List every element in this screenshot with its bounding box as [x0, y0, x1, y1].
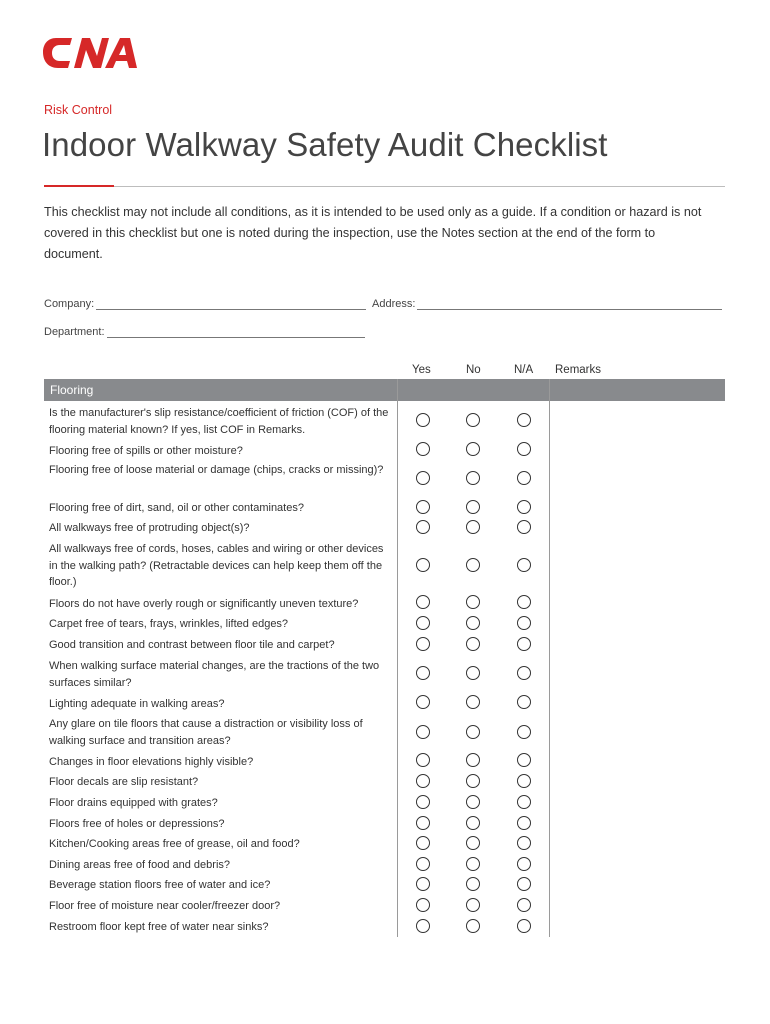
checklist-question: Floor decals are slip resistant?	[49, 776, 199, 788]
no-radio[interactable]	[466, 695, 480, 709]
department-label: Department:	[44, 326, 105, 338]
no-radio[interactable]	[466, 753, 480, 767]
yes-radio[interactable]	[416, 666, 430, 680]
na-radio[interactable]	[517, 919, 531, 933]
checklist-question: Kitchen/Cooking areas free of grease, oil and food?	[49, 838, 300, 850]
section-header-flooring	[44, 379, 725, 401]
yes-radio[interactable]	[416, 898, 430, 912]
checklist-question: Any glare on tile floors that cause a distraction or visibility loss of walking surface and transition areas?	[49, 718, 363, 747]
column-header-na: N/A	[514, 364, 534, 376]
company-field	[44, 298, 366, 310]
column-header-no: No	[466, 364, 481, 376]
department-input-line[interactable]	[107, 327, 365, 338]
na-radio[interactable]	[517, 442, 531, 456]
no-radio[interactable]	[466, 666, 480, 680]
yes-radio[interactable]	[416, 442, 430, 456]
no-radio[interactable]	[466, 919, 480, 933]
checklist-question: Restroom floor kept free of water near sinks?	[49, 921, 269, 933]
no-radio[interactable]	[466, 558, 480, 572]
yes-radio[interactable]	[416, 558, 430, 572]
no-radio[interactable]	[466, 595, 480, 609]
address-field	[372, 298, 722, 310]
no-radio[interactable]	[466, 616, 480, 630]
company-input-line[interactable]	[96, 299, 366, 310]
page-title: Indoor Walkway Safety Audit Checklist	[42, 126, 608, 163]
checklist-question: Flooring free of spills or other moisture?	[49, 445, 243, 457]
no-radio[interactable]	[466, 637, 480, 651]
checklist-question: Lighting adequate in walking areas?	[49, 698, 225, 710]
na-radio[interactable]	[517, 695, 531, 709]
checklist-question: Flooring free of dirt, sand, oil or other contaminates?	[49, 502, 304, 514]
checklist-question: Is the manufacturer's slip resistance/coefficient of friction (COF) of the flooring material known? If yes, list COF in Remarks.	[49, 407, 389, 436]
cna-logo-mark	[42, 36, 138, 70]
checklist-question: Beverage station floors free of water and ice?	[49, 879, 271, 891]
address-label: Address:	[372, 298, 416, 310]
title-divider	[44, 186, 725, 187]
na-radio[interactable]	[517, 898, 531, 912]
intro-text: This checklist may not include all conditions, as it is intended to be used only as a guide. If a condition or hazard is not covered in this checklist but one is noted during the inspection, use the Notes section at the end of the form to document.	[44, 205, 702, 261]
column-header-remarks: Remarks	[555, 364, 602, 376]
no-radio[interactable]	[466, 520, 480, 534]
na-radio[interactable]	[517, 725, 531, 739]
remarks-column-divider	[549, 379, 550, 937]
checklist-question: Carpet free of tears, frays, wrinkles, lifted edges?	[49, 618, 289, 630]
checklist-question: Floor drains equipped with grates?	[49, 797, 218, 809]
department-field	[44, 326, 365, 338]
na-radio[interactable]	[517, 816, 531, 830]
checklist-question: Floor free of moisture near cooler/freezer door?	[49, 900, 281, 912]
na-radio[interactable]	[517, 857, 531, 871]
checklist-question: Floors do not have overly rough or significantly uneven texture?	[49, 598, 359, 610]
checklist-question: All walkways free of cords, hoses, cables and wiring or other devices in the walking path? (Retractable devices can help keep them off the floor.)	[49, 543, 384, 588]
checklist-question: Floors free of holes or depressions?	[49, 818, 225, 830]
yes-radio[interactable]	[416, 774, 430, 788]
na-radio[interactable]	[517, 753, 531, 767]
checklist-question: All walkways free of protruding object(s)?	[49, 522, 250, 534]
no-radio[interactable]	[466, 836, 480, 850]
na-radio[interactable]	[517, 836, 531, 850]
checklist-question: Changes in floor elevations highly visible?	[49, 756, 254, 768]
na-radio[interactable]	[517, 877, 531, 891]
no-radio[interactable]	[466, 725, 480, 739]
no-radio[interactable]	[466, 413, 480, 427]
na-radio[interactable]	[517, 520, 531, 534]
no-radio[interactable]	[466, 816, 480, 830]
na-radio[interactable]	[517, 774, 531, 788]
yes-radio[interactable]	[416, 637, 430, 651]
na-radio[interactable]	[517, 616, 531, 630]
no-radio[interactable]	[466, 774, 480, 788]
company-label: Company:	[44, 298, 95, 310]
yes-radio[interactable]	[416, 753, 430, 767]
column-header-yes: Yes	[412, 364, 431, 376]
na-radio[interactable]	[517, 666, 531, 680]
kicker-risk-control: Risk Control	[44, 103, 113, 117]
yes-radio[interactable]	[416, 500, 430, 514]
yes-radio[interactable]	[416, 595, 430, 609]
yes-radio[interactable]	[416, 836, 430, 850]
yes-radio[interactable]	[416, 413, 430, 427]
no-radio[interactable]	[466, 442, 480, 456]
yes-radio[interactable]	[416, 725, 430, 739]
no-radio[interactable]	[466, 857, 480, 871]
no-radio[interactable]	[466, 898, 480, 912]
na-radio[interactable]	[517, 558, 531, 572]
address-input-line[interactable]	[417, 299, 722, 310]
cna-logo	[42, 36, 138, 70]
yes-radio[interactable]	[416, 877, 430, 891]
yes-radio[interactable]	[416, 919, 430, 933]
question-column-divider	[397, 379, 398, 937]
yes-radio[interactable]	[416, 857, 430, 871]
checklist-question: Good transition and contrast between floor tile and carpet?	[49, 639, 335, 651]
yes-radio[interactable]	[416, 471, 430, 485]
checklist-question: Flooring free of loose material or damage (chips, cracks or missing)?	[49, 464, 384, 476]
no-radio[interactable]	[466, 795, 480, 809]
yes-radio[interactable]	[416, 816, 430, 830]
no-radio[interactable]	[466, 500, 480, 514]
na-radio[interactable]	[517, 500, 531, 514]
yes-radio[interactable]	[416, 695, 430, 709]
checklist-question: Dining areas free of food and debris?	[49, 859, 231, 871]
yes-radio[interactable]	[416, 616, 430, 630]
na-radio[interactable]	[517, 795, 531, 809]
no-radio[interactable]	[466, 877, 480, 891]
checklist-question: When walking surface material changes, are the tractions of the two surfaces similar?	[49, 660, 380, 689]
section-title: Flooring	[50, 383, 94, 397]
na-radio[interactable]	[517, 595, 531, 609]
yes-radio[interactable]	[416, 520, 430, 534]
na-radio[interactable]	[517, 637, 531, 651]
yes-radio[interactable]	[416, 795, 430, 809]
na-radio[interactable]	[517, 471, 531, 485]
na-radio[interactable]	[517, 413, 531, 427]
title-accent-divider	[44, 185, 114, 187]
no-radio[interactable]	[466, 471, 480, 485]
